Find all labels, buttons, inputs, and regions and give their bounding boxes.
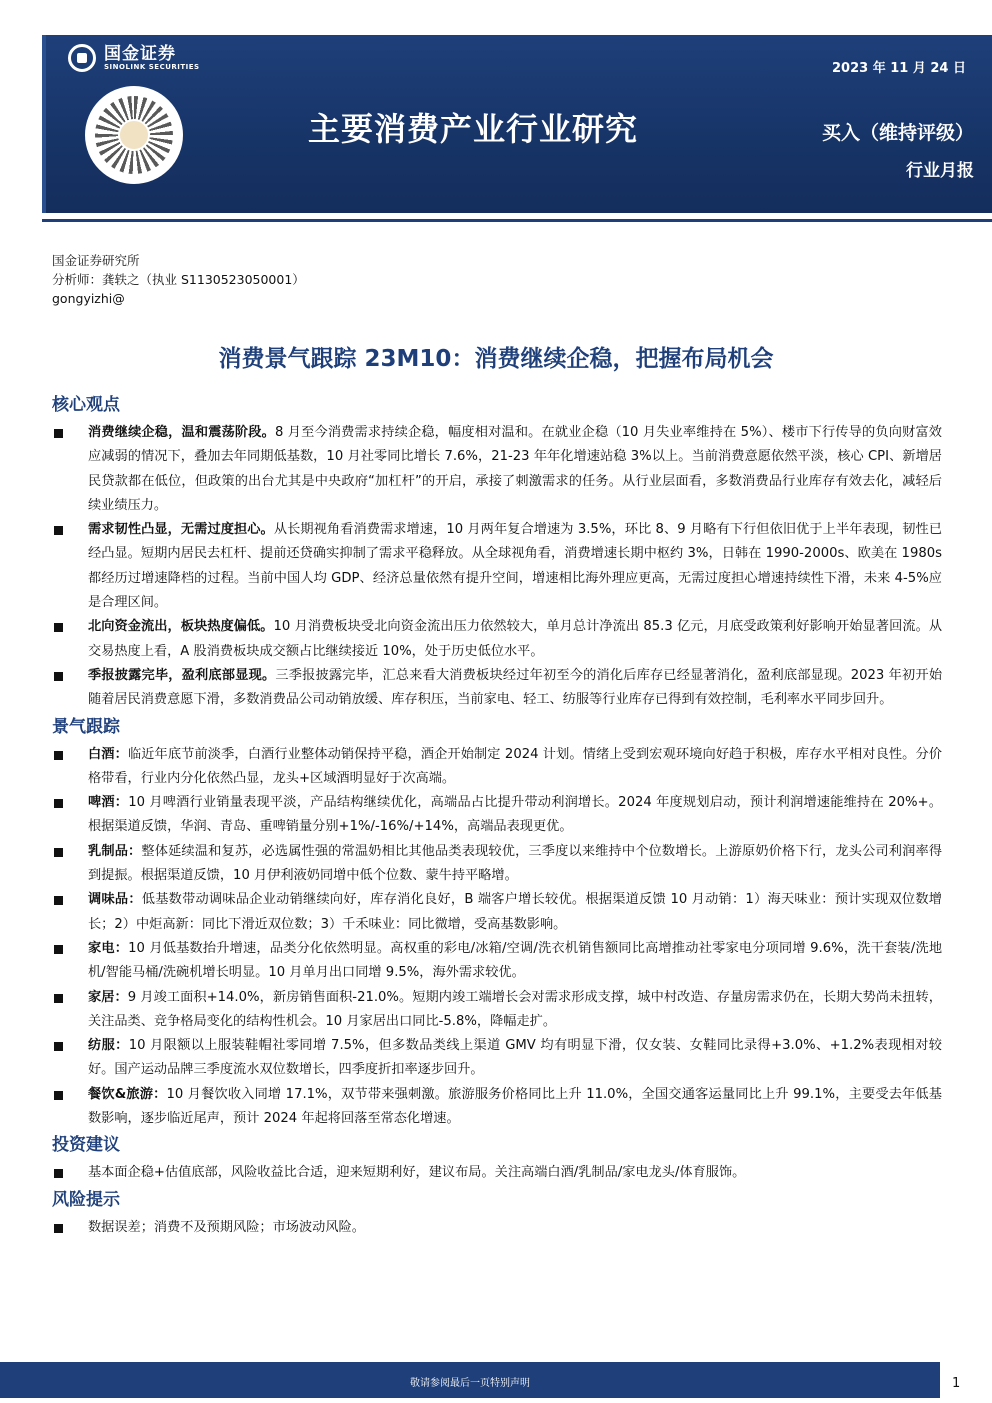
logo-name-cn: 国金证券: [104, 43, 176, 64]
footer-disclaimer: 敬请参阅最后一页特别声明: [410, 1378, 530, 1389]
bullet-item: [52, 1034, 942, 1083]
bullet-item: [52, 791, 942, 840]
square-bullet-icon: [54, 1042, 63, 1051]
bullet-item: [52, 888, 942, 937]
bullet-item: [52, 986, 942, 1035]
item-lead: 家电：: [88, 940, 129, 956]
bullet-item: [52, 743, 942, 792]
page-number: 1: [952, 1376, 961, 1391]
tracking-list: [52, 743, 942, 1132]
item-lead: 乳制品：: [88, 843, 142, 859]
item-lead: 啤酒：: [88, 795, 129, 811]
item-text: 数据误差；消费不及预期风险；市场波动风险。: [88, 1219, 365, 1235]
bullet-item: [52, 421, 942, 518]
section-heading-core: 核心观点: [52, 395, 120, 415]
logo-name-en: SINOLINK SECURITIES: [104, 62, 200, 71]
item-lead: 需求韧性凸显，无需过度担心。: [88, 522, 274, 538]
square-bullet-icon: [54, 994, 63, 1003]
item-lead: 家居：: [88, 989, 128, 1005]
square-bullet-icon: [54, 799, 63, 808]
bullet-item: [52, 1216, 942, 1240]
report-type-label: 行业月报: [906, 161, 974, 181]
bullet-item: [52, 518, 942, 615]
item-text: 低基数带动调味品企业动销继续向好，库存消化良好，B 端客户增长较优。根据渠道反馈 10 月动销：1）海天味业：预计实现双位数增长；2）中炬高新：同比下滑近双位数；3）千禾味业：同比微增，受高基数影响。: [88, 892, 942, 932]
item-text: 10 月限额以上服装鞋帽社零同增 7.5%，但多数品类线上渠道 GMV 均有明显下滑，仅女装、女鞋同比录得+3.0%、+1.2%表现相对较好。国产运动品牌三季度流水双位数增长，四季度折扣率逐步回升。: [88, 1038, 942, 1078]
item-text: 三季报披露完毕，汇总来看大消费板块经过年初至今的消化后库存已经显著消化，盈利底部显现。2023 年初开始随着居民消费意愿下滑，多数消费品公司动销放缓、库存积压，当前家电、轻工、纺服等行业库存已得到有效控制，毛利率水平同步回升。: [88, 667, 943, 708]
section-heading-tracking: 景气跟踪: [52, 716, 120, 737]
company-logo: [68, 44, 200, 72]
square-bullet-icon: [54, 848, 63, 857]
section-heading-risk: 风险提示: [52, 1189, 120, 1210]
square-bullet-icon: [54, 945, 63, 954]
item-lead: 北向资金流出，板块热度偏低。: [88, 619, 274, 635]
rating-label: 买入（维持评级）: [821, 122, 974, 144]
item-lead: 纺服：: [88, 1038, 129, 1054]
bullet-item: [52, 1083, 942, 1132]
item-text: 10 月啤酒行业销量表现平淡，产品结构继续优化，高端品占比提升带动利润增长。2024 年度规划启动，预计利润增速能维持在 20%+。根据渠道反馈，华润、青岛、重啤销量分别+1%/-16%/+14%，高端品表现更优。: [88, 795, 942, 835]
item-lead: 消费继续企稳，温和震荡阶段。: [88, 425, 275, 440]
analyst-info: [52, 251, 305, 308]
item-lead: 白酒：: [88, 746, 128, 762]
header-underline: [42, 219, 992, 222]
header-edge: [42, 35, 46, 213]
item-text: 整体延续温和复苏，必选属性强的常温奶相比其他品类表现较优，三季度以来维持中个位数增长。上游原奶价格下行，龙头公司利润率得到提振。根据渠道反馈，10 月伊利液奶同增中低个位数、蒙牛持平略增。: [88, 843, 943, 884]
bullet-item: [52, 664, 942, 713]
qr-code-icon: [85, 86, 183, 184]
report-date: 2023 年 11 月 24 日: [832, 61, 966, 76]
item-lead: 调味品：: [88, 892, 142, 908]
document-title: 消费景气跟踪 23M10：消费继续企稳，把握布局机会: [218, 346, 774, 372]
square-bullet-icon: [54, 672, 63, 681]
square-bullet-icon: [54, 896, 63, 905]
bullet-item: [52, 1161, 942, 1185]
analyst-name: 分析师：龚轶之（执业 S1130523050001）: [52, 272, 305, 287]
square-bullet-icon: [54, 526, 63, 535]
core-views-list: [52, 421, 942, 713]
item-text: 临近年底节前淡季，白酒行业整体动销保持平稳，酒企开始制定 2024 计划。情绪上受到宏观环境向好趋于积极，库存水平相对良性。分价格带看，行业内分化依然凸显，龙头+区域酒明显好于次高端。: [88, 746, 942, 786]
item-text: 10 月低基数抬升增速，品类分化依然明显。高权重的彩电/冰箱/空调/洗衣机销售额同比高增推动社零家电分项同增 9.6%，洗干套装/洗地机/智能马桶/洗碗机增长明显。10 月单月出口同增 9.5%，海外需求较优。: [88, 940, 943, 981]
item-text: 从长期视角看消费需求增速，10 月两年复合增速为 3.5%，环比 8、9 月略有下行但依旧优于上半年表现，韧性已经凸显。短期内居民去杠杆、提前还贷确实抑制了需求平稳释放。从全球视角看，消费增速长期中枢约 3%，日韩在 1990-2000s、欧美在 1980s 都经历过增速降档的过程。当前中国人均 GDP、经济总量依然有提升空间，增速相比海外理应更高，无需过度担心增速持续性下滑，未来 4-5%应是合理区间。: [88, 522, 943, 611]
square-bullet-icon: [54, 1224, 63, 1233]
logo-icon: [68, 44, 96, 72]
advice-list: [52, 1161, 942, 1185]
industry-title: 主要消费产业行业研究: [308, 110, 639, 148]
square-bullet-icon: [54, 623, 63, 632]
square-bullet-icon: [54, 1169, 63, 1178]
square-bullet-icon: [54, 751, 63, 760]
institute-name: 国金证券研究所: [52, 253, 140, 268]
square-bullet-icon: [54, 429, 63, 438]
report-body: [52, 393, 942, 1240]
analyst-email: gongyizhi@: [52, 291, 125, 306]
item-lead: 季报披露完毕，盈利底部显现。: [88, 667, 276, 683]
item-text: 10 月餐饮收入同增 17.1%，双节带来强刺激。旅游服务价格同比上升 11.0%，全国交通客运量同比上升 99.1%，主要受去年低基数影响，逐步临近尾声，预计 2024 年起将回落至常态化增速。: [88, 1086, 942, 1127]
section-heading-advice: 投资建议: [52, 1135, 120, 1156]
item-text: 10 月消费板块受北向资金流出压力依然较大，单月总计净流出 85.3 亿元，月底受政策利好影响开始显著回流。从交易热度上看，A 股消费板块成交额占比继续接近 10%，处于历史低位水平。: [88, 619, 943, 659]
item-text: 基本面企稳+估值底部，风险收益比合适，迎来短期利好，建议布局。关注高端白酒/乳制品/家电龙头/体育服饰。: [88, 1165, 746, 1181]
risk-list: [52, 1216, 942, 1240]
bullet-item: [52, 615, 942, 664]
item-text: 9 月竣工面积+14.0%，新房销售面积-21.0%。短期内竣工端增长会对需求形成支撑，城中村改造、存量房需求仍在，长期大势尚未扭转，关注品类、竞争格局变化的结构性机会。10 月家居出口同比-5.8%，降幅走扩。: [88, 989, 942, 1029]
square-bullet-icon: [54, 1091, 63, 1100]
item-lead: 餐饮&旅游：: [88, 1086, 167, 1102]
item-text: 8 月至今消费需求持续企稳，幅度相对温和。在就业企稳（10 月失业率维持在 5%）、楼市下行传导的负向财富效应减弱的情况下，叠加去年同期低基数，10 月社零同比增长 7.6%，21-23 年年化增速站稳 3%以上。当前消费意愿依然平淡，核心 CPI、新增居民贷款都在低位，但政策的出台尤其是中央政府“加杠杆”的开启，承接了刺激需求的任务。从行业层面看，多数消费品行业库存有效去化，减轻后续业绩压力。: [88, 425, 942, 513]
bullet-item: [52, 840, 942, 889]
bullet-item: [52, 937, 942, 986]
